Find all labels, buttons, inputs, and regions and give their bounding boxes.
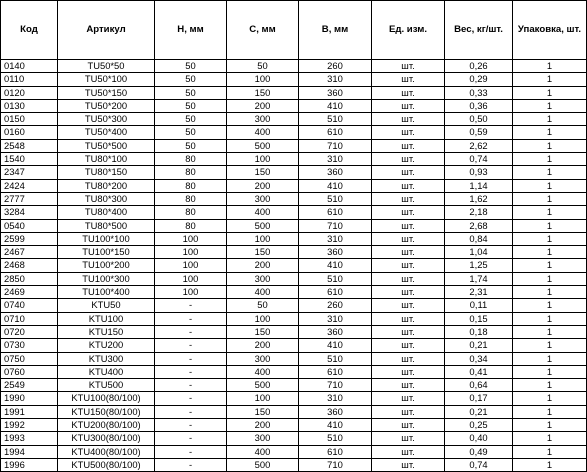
c-cell: 400	[227, 126, 299, 139]
article-cell: TU50*500	[58, 139, 155, 152]
c-cell: 500	[227, 139, 299, 152]
article-cell: KTU500	[58, 379, 155, 392]
code-cell: 2777	[1, 192, 58, 205]
article-cell: TU50*100	[58, 73, 155, 86]
weight-cell: 1,74	[445, 272, 513, 285]
height-cell: -	[155, 365, 227, 378]
package-cell: 1	[513, 365, 587, 378]
article-cell: TU50*300	[58, 113, 155, 126]
article-cell: TU100*100	[58, 232, 155, 245]
code-cell: 2599	[1, 232, 58, 245]
code-cell: 1990	[1, 392, 58, 405]
height-cell: -	[155, 379, 227, 392]
package-cell: 1	[513, 352, 587, 365]
height-cell: 100	[155, 272, 227, 285]
c-cell: 400	[227, 445, 299, 458]
package-cell: 1	[513, 179, 587, 192]
article-cell: TU50*200	[58, 99, 155, 112]
c-cell: 200	[227, 339, 299, 352]
c-cell: 500	[227, 458, 299, 471]
width-cell: 710	[299, 219, 372, 232]
unit-cell: шт.	[372, 259, 445, 272]
height-cell: 50	[155, 73, 227, 86]
width-cell: 360	[299, 246, 372, 259]
unit-cell: шт.	[372, 219, 445, 232]
width-cell: 360	[299, 325, 372, 338]
weight-cell: 0,33	[445, 86, 513, 99]
weight-cell: 0,15	[445, 312, 513, 325]
package-cell: 1	[513, 392, 587, 405]
article-cell: KTU100	[58, 312, 155, 325]
weight-cell: 1,62	[445, 192, 513, 205]
height-cell: 50	[155, 139, 227, 152]
table-row	[1, 286, 587, 299]
table-row	[1, 206, 587, 219]
c-cell: 300	[227, 272, 299, 285]
weight-cell: 0,21	[445, 405, 513, 418]
weight-cell: 0,64	[445, 379, 513, 392]
c-cell: 100	[227, 73, 299, 86]
height-cell: -	[155, 299, 227, 312]
width-cell: 410	[299, 179, 372, 192]
article-cell: KTU150	[58, 325, 155, 338]
table-row	[1, 126, 587, 139]
unit-cell: шт.	[372, 458, 445, 471]
unit-cell: шт.	[372, 299, 445, 312]
table-row	[1, 458, 587, 471]
c-cell: 150	[227, 86, 299, 99]
weight-cell: 1,14	[445, 179, 513, 192]
article-cell: KTU200	[58, 339, 155, 352]
width-cell: 510	[299, 352, 372, 365]
c-cell: 200	[227, 259, 299, 272]
weight-cell: 0,40	[445, 432, 513, 445]
width-cell: 360	[299, 405, 372, 418]
table-row	[1, 219, 587, 232]
c-cell: 150	[227, 166, 299, 179]
unit-cell: шт.	[372, 99, 445, 112]
c-cell: 200	[227, 419, 299, 432]
c-cell: 300	[227, 352, 299, 365]
code-cell: 1993	[1, 432, 58, 445]
article-cell: KTU300(80/100)	[58, 432, 155, 445]
table-row	[1, 299, 587, 312]
article-cell: TU80*100	[58, 153, 155, 166]
package-cell: 1	[513, 339, 587, 352]
code-cell: 0120	[1, 86, 58, 99]
weight-cell: 0,29	[445, 73, 513, 86]
code-cell: 2468	[1, 259, 58, 272]
code-cell: 1992	[1, 419, 58, 432]
c-cell: 150	[227, 246, 299, 259]
height-cell: 80	[155, 153, 227, 166]
package-cell: 1	[513, 419, 587, 432]
weight-cell: 0,18	[445, 325, 513, 338]
table-row	[1, 60, 587, 73]
article-cell: TU50*400	[58, 126, 155, 139]
c-cell: 400	[227, 206, 299, 219]
article-cell: KTU400	[58, 365, 155, 378]
width-cell: 710	[299, 379, 372, 392]
c-cell: 300	[227, 432, 299, 445]
code-cell: 1994	[1, 445, 58, 458]
width-cell: 260	[299, 60, 372, 73]
c-cell: 50	[227, 60, 299, 73]
c-cell: 100	[227, 232, 299, 245]
unit-cell: шт.	[372, 445, 445, 458]
weight-cell: 0,11	[445, 299, 513, 312]
c-cell: 200	[227, 99, 299, 112]
article-cell: KTU200(80/100)	[58, 419, 155, 432]
weight-cell: 1,25	[445, 259, 513, 272]
code-cell: 0760	[1, 365, 58, 378]
article-cell: TU80*200	[58, 179, 155, 192]
height-cell: 100	[155, 286, 227, 299]
article-cell: TU80*400	[58, 206, 155, 219]
unit-cell: шт.	[372, 246, 445, 259]
article-cell: KTU500(80/100)	[58, 458, 155, 471]
height-cell: 80	[155, 166, 227, 179]
package-cell: 1	[513, 153, 587, 166]
height-cell: 50	[155, 126, 227, 139]
height-cell: 50	[155, 86, 227, 99]
table-row	[1, 432, 587, 445]
package-cell: 1	[513, 86, 587, 99]
width-cell: 310	[299, 312, 372, 325]
height-cell: -	[155, 419, 227, 432]
c-cell: 300	[227, 192, 299, 205]
unit-cell: шт.	[372, 432, 445, 445]
table-row	[1, 192, 587, 205]
width-cell: 310	[299, 73, 372, 86]
code-cell: 2467	[1, 246, 58, 259]
article-cell: TU100*300	[58, 272, 155, 285]
width-cell: 310	[299, 232, 372, 245]
package-cell: 1	[513, 312, 587, 325]
article-cell: KTU400(80/100)	[58, 445, 155, 458]
weight-cell: 0,36	[445, 99, 513, 112]
unit-cell: шт.	[372, 166, 445, 179]
height-cell: 80	[155, 179, 227, 192]
table-row	[1, 392, 587, 405]
code-cell: 2850	[1, 272, 58, 285]
height-cell: 50	[155, 99, 227, 112]
package-cell: 1	[513, 113, 587, 126]
code-cell: 0710	[1, 312, 58, 325]
package-cell: 1	[513, 139, 587, 152]
height-cell: 100	[155, 232, 227, 245]
width-cell: 510	[299, 432, 372, 445]
code-cell: 0540	[1, 219, 58, 232]
height-cell: -	[155, 312, 227, 325]
table-row	[1, 365, 587, 378]
weight-cell: 0,17	[445, 392, 513, 405]
weight-cell: 2,62	[445, 139, 513, 152]
package-cell: 1	[513, 272, 587, 285]
article-cell: TU80*150	[58, 166, 155, 179]
package-cell: 1	[513, 232, 587, 245]
height-cell: 80	[155, 192, 227, 205]
header-c: C, мм	[227, 1, 299, 60]
article-cell: KTU150(80/100)	[58, 405, 155, 418]
table-row	[1, 179, 587, 192]
package-cell: 1	[513, 379, 587, 392]
package-cell: 1	[513, 286, 587, 299]
weight-cell: 0,21	[445, 339, 513, 352]
c-cell: 100	[227, 312, 299, 325]
article-cell: TU80*300	[58, 192, 155, 205]
unit-cell: шт.	[372, 312, 445, 325]
width-cell: 710	[299, 139, 372, 152]
height-cell: -	[155, 352, 227, 365]
unit-cell: шт.	[372, 419, 445, 432]
c-cell: 500	[227, 219, 299, 232]
table-row	[1, 166, 587, 179]
code-cell: 3284	[1, 206, 58, 219]
header-height: H, мм	[155, 1, 227, 60]
c-cell: 400	[227, 365, 299, 378]
height-cell: -	[155, 445, 227, 458]
table-row	[1, 259, 587, 272]
unit-cell: шт.	[372, 206, 445, 219]
unit-cell: шт.	[372, 286, 445, 299]
width-cell: 410	[299, 419, 372, 432]
c-cell: 150	[227, 325, 299, 338]
c-cell: 200	[227, 179, 299, 192]
code-cell: 0740	[1, 299, 58, 312]
height-cell: -	[155, 339, 227, 352]
code-cell: 0150	[1, 113, 58, 126]
table-row	[1, 99, 587, 112]
weight-cell: 2,18	[445, 206, 513, 219]
package-cell: 1	[513, 299, 587, 312]
header-package: Упаковка, шт.	[513, 1, 587, 60]
table-row	[1, 379, 587, 392]
table-row	[1, 246, 587, 259]
height-cell: 100	[155, 246, 227, 259]
width-cell: 410	[299, 339, 372, 352]
package-cell: 1	[513, 192, 587, 205]
unit-cell: шт.	[372, 153, 445, 166]
header-code: Код	[1, 1, 58, 60]
weight-cell: 0,26	[445, 60, 513, 73]
unit-cell: шт.	[372, 73, 445, 86]
c-cell: 100	[227, 392, 299, 405]
code-cell: 0110	[1, 73, 58, 86]
unit-cell: шт.	[372, 392, 445, 405]
unit-cell: шт.	[372, 113, 445, 126]
height-cell: -	[155, 325, 227, 338]
weight-cell: 0,34	[445, 352, 513, 365]
unit-cell: шт.	[372, 232, 445, 245]
height-cell: 80	[155, 219, 227, 232]
unit-cell: шт.	[372, 179, 445, 192]
package-cell: 1	[513, 219, 587, 232]
code-cell: 1996	[1, 458, 58, 471]
article-cell: KTU300	[58, 352, 155, 365]
table-row	[1, 445, 587, 458]
width-cell: 710	[299, 458, 372, 471]
weight-cell: 0,49	[445, 445, 513, 458]
table-row	[1, 352, 587, 365]
table-row	[1, 139, 587, 152]
c-cell: 100	[227, 153, 299, 166]
table-header	[1, 1, 587, 60]
unit-cell: шт.	[372, 405, 445, 418]
height-cell: -	[155, 405, 227, 418]
package-cell: 1	[513, 259, 587, 272]
table-row	[1, 232, 587, 245]
height-cell: -	[155, 458, 227, 471]
code-cell: 0730	[1, 339, 58, 352]
code-cell: 2548	[1, 139, 58, 152]
width-cell: 310	[299, 392, 372, 405]
weight-cell: 0,41	[445, 365, 513, 378]
article-cell: TU50*50	[58, 60, 155, 73]
weight-cell: 2,68	[445, 219, 513, 232]
unit-cell: шт.	[372, 60, 445, 73]
width-cell: 610	[299, 365, 372, 378]
height-cell: 50	[155, 113, 227, 126]
c-cell: 500	[227, 379, 299, 392]
weight-cell: 0,93	[445, 166, 513, 179]
package-cell: 1	[513, 432, 587, 445]
width-cell: 510	[299, 192, 372, 205]
package-cell: 1	[513, 246, 587, 259]
header-row	[1, 1, 587, 60]
unit-cell: шт.	[372, 139, 445, 152]
package-cell: 1	[513, 60, 587, 73]
height-cell: 80	[155, 206, 227, 219]
code-cell: 1540	[1, 153, 58, 166]
height-cell: 50	[155, 60, 227, 73]
weight-cell: 0,84	[445, 232, 513, 245]
c-cell: 400	[227, 286, 299, 299]
width-cell: 360	[299, 86, 372, 99]
width-cell: 310	[299, 153, 372, 166]
table-row	[1, 272, 587, 285]
weight-cell: 0,25	[445, 419, 513, 432]
unit-cell: шт.	[372, 352, 445, 365]
code-cell: 2549	[1, 379, 58, 392]
unit-cell: шт.	[372, 379, 445, 392]
table-row	[1, 405, 587, 418]
table-row	[1, 153, 587, 166]
package-cell: 1	[513, 458, 587, 471]
code-cell: 0130	[1, 99, 58, 112]
weight-cell: 0,74	[445, 153, 513, 166]
article-cell: TU100*400	[58, 286, 155, 299]
code-cell: 0140	[1, 60, 58, 73]
package-cell: 1	[513, 126, 587, 139]
c-cell: 150	[227, 405, 299, 418]
table-row	[1, 419, 587, 432]
article-cell: TU80*500	[58, 219, 155, 232]
c-cell: 50	[227, 299, 299, 312]
package-cell: 1	[513, 445, 587, 458]
code-cell: 0160	[1, 126, 58, 139]
width-cell: 510	[299, 272, 372, 285]
unit-cell: шт.	[372, 365, 445, 378]
height-cell: 100	[155, 259, 227, 272]
height-cell: -	[155, 392, 227, 405]
weight-cell: 0,59	[445, 126, 513, 139]
code-cell: 2469	[1, 286, 58, 299]
article-cell: KTU50	[58, 299, 155, 312]
weight-cell: 1,04	[445, 246, 513, 259]
package-cell: 1	[513, 166, 587, 179]
header-width: B, мм	[299, 1, 372, 60]
code-cell: 0750	[1, 352, 58, 365]
width-cell: 610	[299, 206, 372, 219]
width-cell: 410	[299, 99, 372, 112]
header-weight: Вес, кг/шт.	[445, 1, 513, 60]
unit-cell: шт.	[372, 86, 445, 99]
c-cell: 300	[227, 113, 299, 126]
table-row	[1, 325, 587, 338]
code-cell: 2347	[1, 166, 58, 179]
code-cell: 1991	[1, 405, 58, 418]
package-cell: 1	[513, 325, 587, 338]
width-cell: 610	[299, 445, 372, 458]
header-unit: Ед. изм.	[372, 1, 445, 60]
width-cell: 610	[299, 126, 372, 139]
width-cell: 410	[299, 259, 372, 272]
article-cell: KTU100(80/100)	[58, 392, 155, 405]
code-cell: 2424	[1, 179, 58, 192]
code-cell: 0720	[1, 325, 58, 338]
height-cell: -	[155, 432, 227, 445]
unit-cell: шт.	[372, 126, 445, 139]
unit-cell: шт.	[372, 272, 445, 285]
table-row	[1, 86, 587, 99]
package-cell: 1	[513, 73, 587, 86]
package-cell: 1	[513, 206, 587, 219]
article-cell: TU100*150	[58, 246, 155, 259]
article-cell: TU50*150	[58, 86, 155, 99]
table-body	[1, 60, 587, 472]
article-cell: TU100*200	[58, 259, 155, 272]
unit-cell: шт.	[372, 339, 445, 352]
unit-cell: шт.	[372, 192, 445, 205]
weight-cell: 0,74	[445, 458, 513, 471]
header-article: Артикул	[58, 1, 155, 60]
width-cell: 510	[299, 113, 372, 126]
weight-cell: 0,50	[445, 113, 513, 126]
table-row	[1, 339, 587, 352]
width-cell: 260	[299, 299, 372, 312]
package-cell: 1	[513, 99, 587, 112]
package-cell: 1	[513, 405, 587, 418]
table-row	[1, 312, 587, 325]
table-row	[1, 73, 587, 86]
width-cell: 360	[299, 166, 372, 179]
table-row	[1, 113, 587, 126]
width-cell: 610	[299, 286, 372, 299]
weight-cell: 2,31	[445, 286, 513, 299]
unit-cell: шт.	[372, 325, 445, 338]
